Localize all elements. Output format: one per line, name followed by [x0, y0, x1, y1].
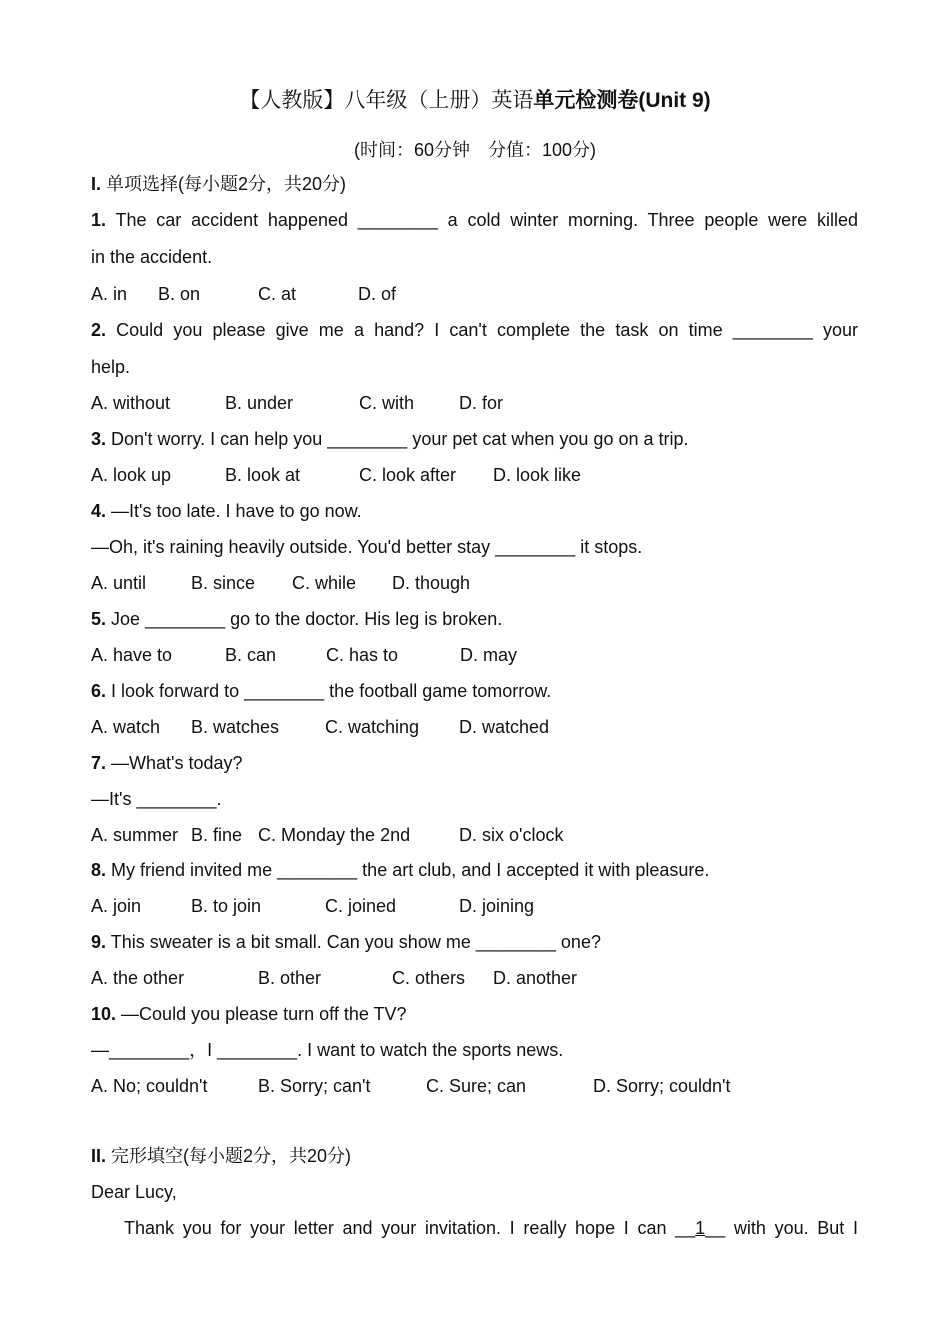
- question-2-line-2: help.: [91, 357, 131, 377]
- question-10-options: A. No; couldn't B. Sorry; can't C. Sure; can D. Sorry; couldn't: [91, 1076, 731, 1096]
- question-10-line-1: 10. —Could you please turn off the TV?: [91, 1004, 407, 1024]
- section2-heading: II. 完形填空(每小题2分，共20分): [91, 1146, 352, 1166]
- question-1-options: A. in B. on C. at D. of: [91, 284, 397, 304]
- question-7-line-2: —It's ________.: [91, 789, 222, 809]
- question-2-options: A. without B. under C. with D. for: [91, 393, 504, 413]
- question-9-options: A. the other B. other C. others D. another: [91, 968, 578, 988]
- question-2-line-1: 2. Could you please give me a hand? I can't complete the task on time ________ your: [91, 320, 858, 340]
- cloze-blank-number: 1: [695, 1218, 706, 1238]
- section1-heading: I. 单项选择(每小题2分，共20分): [91, 174, 347, 194]
- question-4-line-1: 4. —It's too late. I have to go now.: [91, 501, 362, 521]
- question-7-line-1: 7. —What's today?: [91, 753, 243, 773]
- question-6-options: A. watch B. watches C. watching D. watched: [91, 717, 550, 737]
- question-1-line-2: in the accident.: [91, 247, 213, 267]
- question-1-line-1: 1. The car accident happened ________ a cold winter morning. Three people were killed: [91, 210, 858, 230]
- exam-subtitle: (时间：60分钟 分值：100分): [353, 140, 597, 160]
- question-10-line-2: —________，I ________. I want to watch the sports news.: [91, 1040, 564, 1060]
- question-4-options: A. until B. since C. while D. though: [91, 573, 471, 593]
- question-5-options: A. have to B. can C. has to D. may: [91, 645, 518, 665]
- question-8-options: A. join B. to join C. joined D. joining: [91, 896, 535, 916]
- letter-paragraph-1: Thank you for your letter and your invitation. I really hope I can __1__ with you. But I: [124, 1218, 858, 1238]
- question-6-line-1: 6. I look forward to ________ the football game tomorrow.: [91, 681, 552, 701]
- question-4-line-2: —Oh, it's raining heavily outside. You'd better stay ________ it stops.: [91, 537, 643, 557]
- question-9-line-1: 9. This sweater is a bit small. Can you show me ________ one?: [91, 932, 601, 952]
- title-unit: 单元检测卷(Unit 9): [533, 89, 711, 112]
- question-3-options: A. look up B. look at C. look after D. look like: [91, 465, 582, 485]
- question-5-line-1: 5. Joe ________ go to the doctor. His leg is broken.: [91, 609, 503, 629]
- letter-greeting: Dear Lucy,: [91, 1182, 177, 1202]
- question-3-line-1: 3. Don't worry. I can help you ________ your pet cat when you go on a trip.: [91, 429, 689, 449]
- question-7-options: A. summer B. fine C. Monday the 2nd D. six o'clock: [91, 825, 564, 845]
- page-title: 【人教版】八年级（上册）英语单元检测卷(Unit 9): [239, 89, 711, 112]
- question-8-line-1: 8. My friend invited me ________ the art club, and I accepted it with pleasure.: [91, 860, 710, 880]
